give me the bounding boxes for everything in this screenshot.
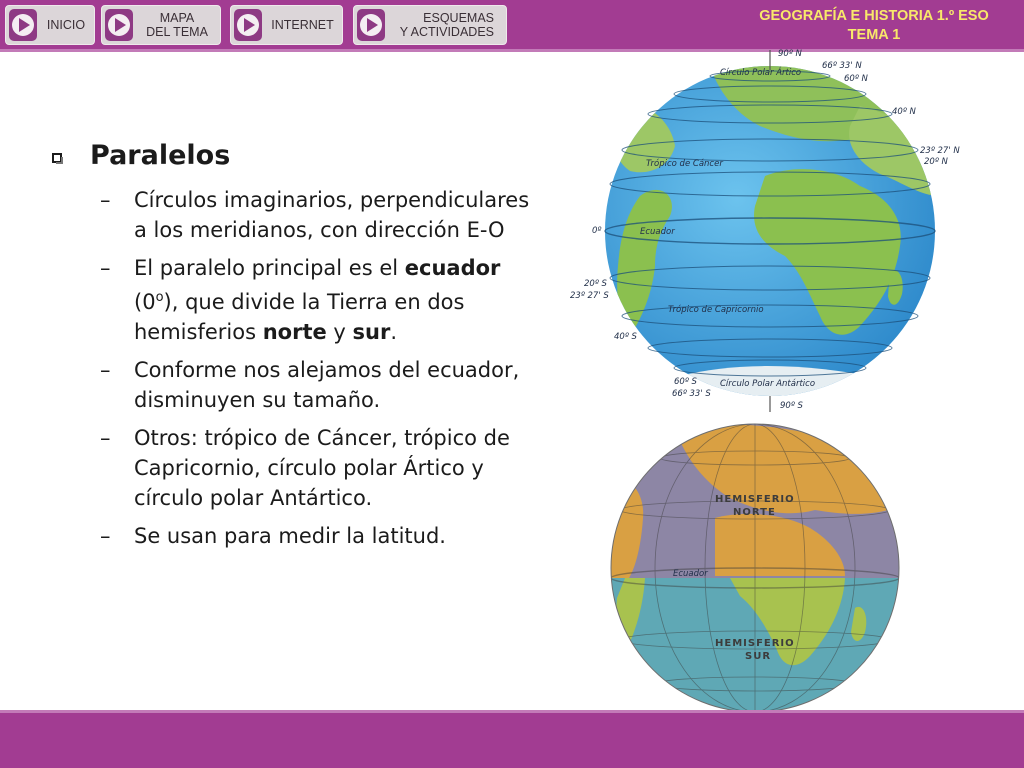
nav-esquemas-label <box>388 6 504 44</box>
label-20s: 20º S <box>584 279 607 289</box>
bullet-item <box>52 185 542 245</box>
bold-term-norte: norte <box>262 320 327 344</box>
label-23n: 23º 27' N <box>920 146 960 156</box>
bullet-text: (0 <box>134 290 156 314</box>
label-0deg: 0º <box>592 226 602 236</box>
bold-term-sur: sur <box>352 320 391 344</box>
label-90n: 90º N <box>778 49 802 59</box>
nav-mapa-button[interactable] <box>101 5 221 45</box>
slide-heading-text: Paralelos <box>90 140 231 171</box>
bullet-item <box>52 355 542 415</box>
play-triangle-icon <box>11 13 35 37</box>
play-triangle-icon <box>359 13 383 37</box>
label-tropico-capricornio: Trópico de Capricornio <box>668 305 764 315</box>
mapa-play-box <box>105 9 133 41</box>
label-hemisferio-sur-line1: HEMISFERIO <box>715 638 795 649</box>
nav-internet-button[interactable] <box>230 5 343 45</box>
header-title <box>734 7 1014 45</box>
label-66n: 66º 33' N <box>822 61 862 71</box>
bold-term-ecuador: ecuador <box>404 256 501 280</box>
label-hemisferio-norte-line2: NORTE <box>733 507 776 518</box>
nav-mapa-label-line2: DEL TEMA <box>146 25 208 39</box>
bullet-text: Otros: trópico de Cáncer, trópico de Capricornio, círculo polar Ártico y círculo polar Antártico. <box>134 426 510 510</box>
label-polar-antartico: Círculo Polar Antártico <box>720 379 816 389</box>
bullet-text: El paralelo principal es el <box>134 256 405 280</box>
label-hemisferio-norte-line1: HEMISFERIO <box>715 494 795 505</box>
bullet-dash: – <box>100 358 111 382</box>
label-tropico-cancer: Trópico de Cáncer <box>646 159 723 169</box>
internet-play-box <box>234 9 262 41</box>
bullet-item <box>52 253 542 347</box>
label-20n: 20º N <box>924 157 948 167</box>
label-ecuador-globe2: Ecuador <box>673 569 708 579</box>
bullet-dash: – <box>100 524 111 548</box>
play-triangle-icon <box>107 13 131 37</box>
bullet-text: . <box>390 320 398 344</box>
label-90s: 90º S <box>780 401 803 411</box>
bullet-item <box>52 521 542 551</box>
nav-inicio-label: INICIO <box>46 18 86 32</box>
label-ecuador: Ecuador <box>640 227 675 237</box>
esquemas-play-box <box>357 9 385 41</box>
parallels-globe-figure <box>560 46 990 416</box>
bullet-dash: – <box>100 188 111 212</box>
label-66s: 66º 33' S <box>672 389 711 399</box>
nav-inicio-button[interactable] <box>5 5 95 45</box>
bullet-text: Círculos imaginarios, perpendiculares a los meridianos, con dirección E-O <box>134 188 530 242</box>
bullet-dash: – <box>100 426 111 450</box>
bullet-item <box>52 423 542 513</box>
nav-esquemas-label-line1: ESQUEMAS <box>423 11 494 25</box>
nav-internet-label: INTERNET <box>271 18 334 32</box>
label-60s: 60º S <box>674 377 697 387</box>
slide-heading <box>52 140 542 171</box>
label-polar-artico: Círculo Polar Ártico <box>720 68 802 78</box>
bullet-text: Conforme nos alejamos del ecuador, disminuyen su tamaño. <box>134 358 520 412</box>
label-60n: 60º N <box>844 74 868 84</box>
checkbox-bullet-icon <box>52 153 62 163</box>
label-hemisferio-sur-line2: SUR <box>745 651 772 662</box>
label-23s: 23º 27' S <box>570 291 609 301</box>
bullet-text: ), que divide la Tierra en dos hemisferios <box>134 290 465 344</box>
slide-content <box>52 140 542 559</box>
degree-mark: o <box>155 290 164 305</box>
header-title-line2: TEMA 1 <box>847 27 901 43</box>
hemispheres-globe-figure <box>605 418 905 718</box>
bullet-text: Se usan para medir la latitud. <box>134 524 446 548</box>
label-40s: 40º S <box>614 332 637 342</box>
nav-esquemas-label-line2: Y ACTIVIDADES <box>399 25 494 39</box>
bullet-dash: – <box>100 256 111 280</box>
footer-bar <box>0 713 1024 768</box>
header-title-line1: GEOGRAFÍA E HISTORIA 1.º ESO <box>759 8 989 24</box>
nav-esquemas-button[interactable] <box>353 5 507 45</box>
label-40n: 40º N <box>892 107 916 117</box>
play-triangle-icon <box>236 13 260 37</box>
inicio-play-box <box>9 9 37 41</box>
nav-mapa-label-line1: MAPA <box>159 11 195 25</box>
nav-mapa-label <box>136 6 218 44</box>
bullet-text: y <box>326 320 353 344</box>
